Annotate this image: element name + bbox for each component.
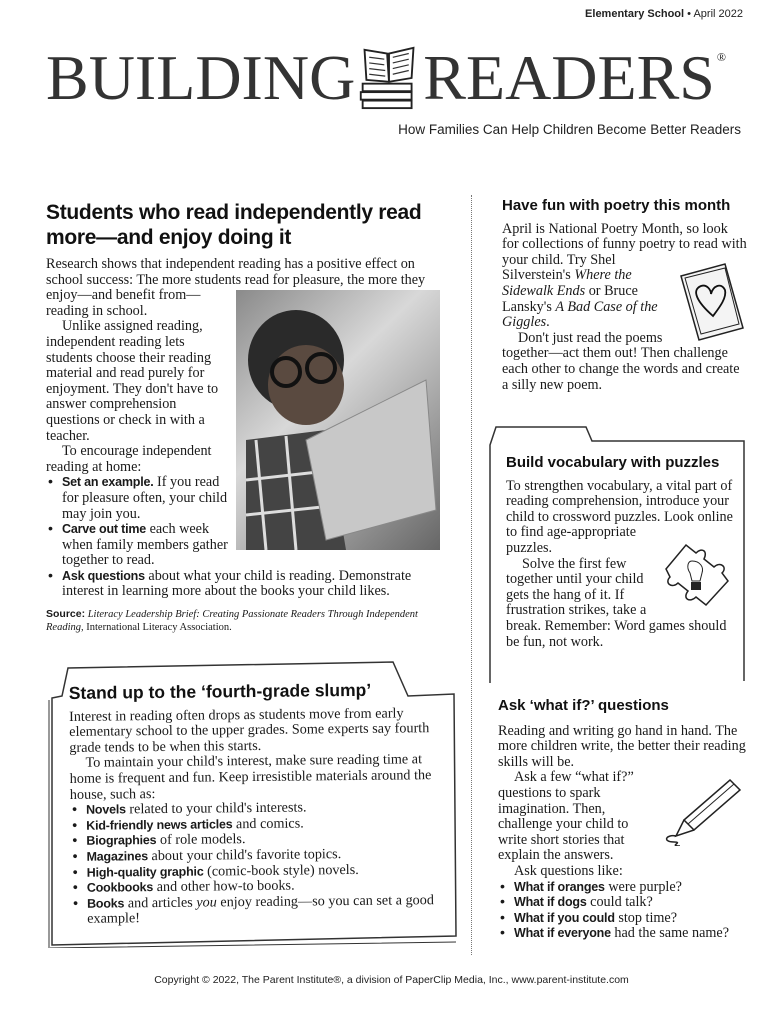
logo-readers: READERS — [423, 42, 715, 113]
tips-list — [46, 475, 440, 600]
article-independent-reading — [46, 200, 440, 634]
item-text: enjoy reading—so you can set a good example! — [87, 891, 434, 928]
article-title: Have fun with poetry this month — [502, 197, 731, 214]
item-lead: Carve out time — [62, 522, 147, 537]
book-title: A Bad Case of the Giggles — [502, 298, 658, 331]
edition-level: Elementary School — [585, 8, 685, 20]
article-title: Ask ‘what if?’ questions — [498, 697, 669, 714]
item-text: each week when family members gather together to read. — [62, 521, 228, 569]
source-org: International Literacy Association. — [83, 622, 232, 634]
item-lead: Novels — [85, 802, 126, 817]
puzzle-lightbulb-icon — [656, 539, 736, 611]
item-lead: Cookbooks — [86, 880, 154, 895]
materials-list — [70, 799, 441, 928]
paragraph: Interest in reading often drops as students move from early elementary school to the upper grades. Some experts say fourth grade tends to be when this starts. — [68, 705, 430, 756]
item-text: about what your child is reading. Demonstrate interest in learning more about the books your child likes. — [62, 567, 412, 600]
list-item — [498, 880, 748, 896]
book-title: Where the Sidewalk Ends — [502, 267, 632, 299]
copyright-footer: Copyright © 2022, The Parent Institute®, a division of PaperClip Media, Inc., www.parent-institute.com — [154, 974, 629, 986]
item-text: could talk? — [586, 894, 653, 911]
list-item — [498, 926, 748, 942]
list-item — [498, 895, 748, 911]
masthead-logo — [46, 38, 726, 118]
item-lead: Books — [86, 896, 125, 911]
item-text: were purple? — [604, 878, 682, 895]
source-title: Literacy Leadership Brief: Creating Passionate Readers Through Independent Reading, — [46, 609, 418, 634]
paragraph: Solve the first few together until your child gets the hang of it. If frustration strikes, take a break. Remember: Word games should be fun, not work. — [506, 555, 727, 650]
book-stack-icon — [357, 42, 421, 114]
item-lead: What if dogs — [514, 895, 587, 910]
source-label: Source: — [46, 608, 86, 621]
paragraph: Ask a few “what if?” questions to spark imagination. Then, challenge your child to write short stories that explain the answers. — [498, 769, 634, 864]
edition-label — [585, 8, 743, 20]
item-lead: What if you could — [514, 910, 615, 925]
tagline: How Families Can Help Children Become Better Readers — [398, 122, 741, 137]
edition-separator: • — [684, 8, 694, 20]
paragraph: To maintain your child's interest, make sure reading time at home is frequent and fun. Keep irresistible materials around the house, such as: — [69, 751, 432, 803]
logo-building: BUILDING — [46, 42, 356, 113]
item-lead: What if everyone — [514, 926, 611, 941]
text: or Bruce Lansky's — [502, 282, 638, 315]
article-title: Build vocabulary with puzzles — [506, 454, 720, 471]
paragraph: Unlike assigned reading, independent reading lets students choose their reading material and read purely for enjoyment. They don't have to answer comprehension questions or check in with a teacher. — [46, 318, 219, 444]
heart-book-icon — [677, 262, 747, 342]
article-what-if — [498, 698, 748, 942]
questions-list — [498, 880, 748, 942]
source-citation — [46, 608, 440, 634]
item-text: and other how-to books. — [153, 877, 295, 896]
item-lead: Biographies — [86, 833, 157, 849]
item-text: (comic-book style) novels. — [203, 861, 359, 880]
item-text: stop time? — [614, 909, 678, 926]
paragraph: Ask questions like: — [514, 862, 623, 879]
list-item — [46, 475, 440, 522]
article-vocabulary — [488, 425, 746, 683]
item-text: and articles — [124, 894, 197, 912]
article-fourth-grade-slump — [48, 660, 458, 945]
item-text: If you read for pleasure often, your child may join you. — [62, 474, 228, 522]
column-divider — [471, 195, 472, 955]
item-lead: Magazines — [86, 849, 149, 864]
list-item — [498, 911, 748, 927]
edition-date: April 2022 — [693, 8, 743, 20]
article-poetry — [502, 198, 747, 393]
item-lead: Kid-friendly news articles — [86, 816, 233, 833]
text: April is National Poetry Month, so look for collections of funny poetry to read with your child. Try Shel Silverstein's — [502, 220, 747, 284]
item-emphasis: you — [196, 894, 217, 911]
item-text: of role models. — [156, 831, 246, 849]
paragraph: Don't just read the poems together—act them out! Then challenge each other to change the words and create a silly new poem. — [502, 329, 740, 393]
article-title: Stand up to the ‘fourth-grade slump’ — [68, 679, 372, 703]
paragraph: Research shows that independent reading has a positive effect on school success: The more students read for pleasure, the more they enjoy—and benefit from—reading in school. — [46, 256, 426, 319]
item-lead: What if oranges — [514, 879, 605, 894]
paragraph: To strengthen vocabulary, a vital part of reading comprehension, introduce your child to crossword puzzles. Look online to find age-appropriate puzzles. — [506, 477, 733, 556]
item-text: about your child's favorite topics. — [147, 846, 342, 865]
text: . — [546, 314, 550, 331]
list-item — [46, 569, 440, 600]
article-title: Students who read independently read more—and enjoy doing it — [46, 201, 422, 249]
list-item — [46, 522, 440, 569]
paragraph: Reading and writing go hand in hand. The more children write, the better their reading skills will be. — [498, 722, 746, 770]
item-lead: High-quality graphic — [86, 864, 204, 880]
list-item — [71, 893, 441, 928]
item-lead: Set an example. — [62, 475, 154, 490]
item-text: had the same name? — [610, 925, 730, 942]
registered-mark: ® — [716, 50, 726, 64]
item-text: and comics. — [232, 815, 304, 832]
paragraph: To encourage independent reading at home: — [46, 443, 212, 475]
item-text: related to your child's interests. — [125, 799, 307, 818]
item-lead: Ask questions — [62, 568, 145, 583]
pencil-icon — [664, 772, 748, 846]
